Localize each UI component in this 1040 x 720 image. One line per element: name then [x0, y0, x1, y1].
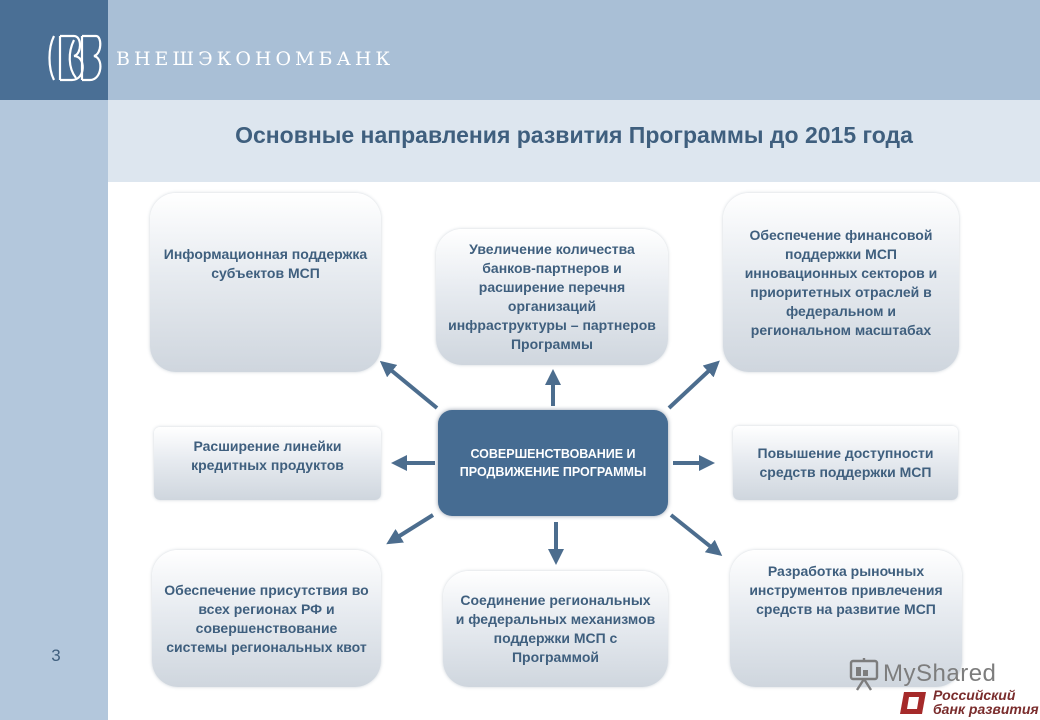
node-partner-banks-label: Увеличение количества банков-партнеров и расширение перечня организаций инфраструктуры – партнеров Программы [448, 241, 656, 352]
node-credit-products-label: Расширение линейки кредитных продуктов [191, 438, 344, 473]
arrow-bottom-left [393, 515, 433, 540]
node-market-instruments-label: Разработка рыночных инструментов привлечения средств на развитие МСП [749, 563, 943, 617]
node-financial-support [723, 193, 959, 372]
page-number: 3 [51, 646, 61, 665]
center-node-label: СОВЕРШЕНСТВОВАНИЕ И ПРОДВИЖЕНИЕ ПРОГРАММЫ [459, 447, 647, 479]
node-regional-presence-label: Обеспечение присутствия во всех регионах РФ и совершенствование системы региональных квот [164, 581, 369, 655]
node-information-support [150, 193, 381, 372]
left-sidebar [0, 0, 108, 720]
watermark-text: MyShared [883, 660, 997, 687]
footer-brand [933, 688, 1039, 716]
arrow-top-left [386, 366, 437, 408]
center-node [438, 410, 668, 516]
footer-brand-line1: Российский [933, 687, 1016, 703]
presentation-board-icon [848, 657, 882, 693]
arrow-top-right [669, 366, 714, 408]
footer-brand-line2: банк развития [933, 701, 1039, 717]
page-title: Основные направления развития Программы до 2015 года [235, 122, 913, 148]
node-regional-federal [443, 571, 668, 687]
vnesheconombank-logo-icon [44, 28, 104, 88]
rbr-logo-icon [898, 690, 928, 716]
node-partner-banks [436, 229, 668, 365]
node-credit-products [154, 427, 381, 500]
node-regional-federal-label: Соединение региональных и федеральных механизмов поддержки МСП с Программой [455, 592, 656, 665]
node-financial-support-label: Обеспечение финансовой поддержки МСП инновационных секторов и приоритетных отраслей в федеральном и региональном масштабах [744, 226, 938, 338]
node-funds-accessibility [733, 426, 958, 500]
node-funds-accessibility-label: Повышение доступности средств поддержки МСП [757, 445, 934, 480]
arrow-bottom-right [671, 515, 716, 551]
node-regional-presence [152, 550, 381, 687]
node-information-support-label: Информационная поддержка субъектов МСП [163, 246, 368, 281]
bank-name: ВНЕШЭКОНОМБАНК [116, 48, 395, 70]
